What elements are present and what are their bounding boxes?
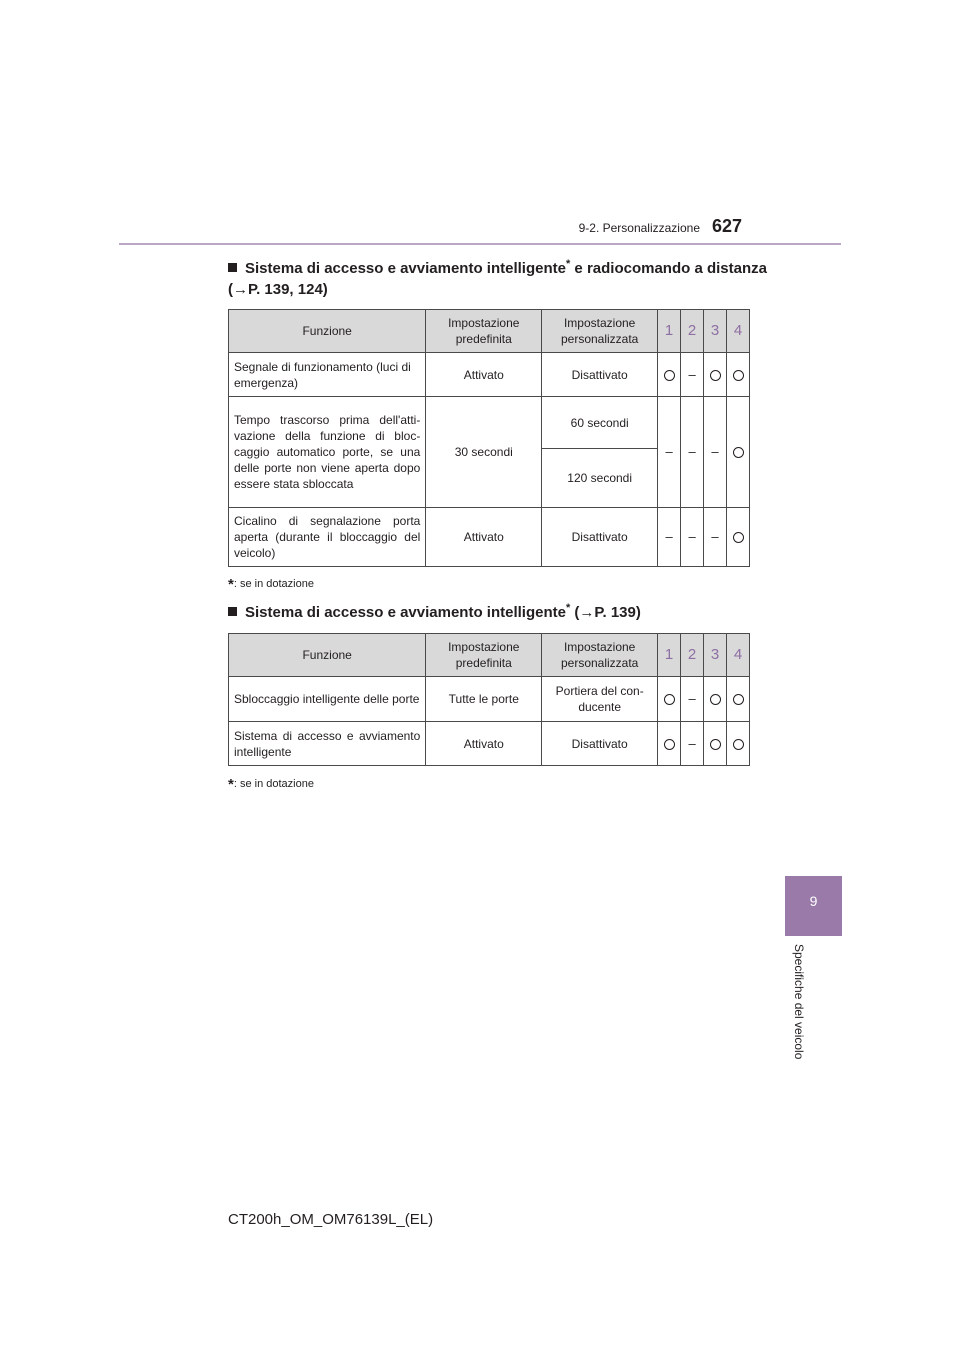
mark-2: – bbox=[681, 397, 704, 508]
header-funzione: Funzione bbox=[229, 634, 426, 677]
cell-funzione: Sistema di accesso e avviamento intelligente bbox=[229, 722, 426, 766]
mark-2: – bbox=[681, 722, 704, 766]
cell-funzione: Segnale di funzionamento (luci di emergenza) bbox=[229, 353, 426, 397]
header-num-1: 1 bbox=[658, 310, 681, 353]
cell-predefinita: Tutte le porte bbox=[426, 677, 542, 722]
mark-3: – bbox=[704, 508, 727, 567]
mark-1: – bbox=[658, 508, 681, 567]
header-personalizzata: Impostazione personalizzata bbox=[542, 634, 658, 677]
header-num-4: 4 bbox=[727, 634, 750, 677]
cell-funzione: Sbloccaggio intelligente delle porte bbox=[229, 677, 426, 722]
square-bullet-icon bbox=[228, 263, 237, 272]
header-num-1: 1 bbox=[658, 634, 681, 677]
mark-4 bbox=[727, 508, 750, 567]
footnote-1: *: se in dotazione bbox=[228, 576, 314, 593]
header-title: 9-2. Personalizzazione bbox=[578, 221, 700, 235]
header-num-3: 3 bbox=[704, 310, 727, 353]
mark-4 bbox=[727, 722, 750, 766]
cell-personalizzata: Disattivato bbox=[542, 508, 658, 567]
customization-table-1 bbox=[228, 309, 750, 567]
circle-mark-icon bbox=[733, 532, 744, 543]
mark-3 bbox=[704, 722, 727, 766]
header-num-3: 3 bbox=[704, 634, 727, 677]
header-rule bbox=[119, 243, 841, 245]
table-row bbox=[229, 722, 750, 766]
customization-table-2 bbox=[228, 633, 750, 766]
circle-mark-icon bbox=[733, 739, 744, 750]
cell-personalizzata-b: 120 secondi bbox=[542, 449, 658, 508]
chapter-label: Specifiche del veicolo bbox=[792, 944, 806, 1060]
cell-personalizzata: Portiera del conducente bbox=[542, 677, 658, 722]
circle-mark-icon bbox=[710, 739, 721, 750]
table-row bbox=[229, 508, 750, 567]
mark-2: – bbox=[681, 508, 704, 567]
cell-personalizzata-a: 60 secondi bbox=[542, 397, 658, 449]
circle-mark-icon bbox=[733, 694, 744, 705]
mark-3 bbox=[704, 353, 727, 397]
cell-personalizzata: Disattivato bbox=[542, 353, 658, 397]
table-header-row bbox=[229, 310, 750, 353]
section-title-2: Sistema di accesso e avviamento intelligente* (→P. 139) bbox=[228, 598, 641, 623]
page-number: 627 bbox=[712, 216, 743, 236]
table-row bbox=[229, 353, 750, 397]
mark-3 bbox=[704, 677, 727, 722]
header-predefinita: Impostazione predefinita bbox=[426, 310, 542, 353]
mark-2: – bbox=[681, 677, 704, 722]
circle-mark-icon bbox=[664, 694, 675, 705]
mark-1 bbox=[658, 722, 681, 766]
circle-mark-icon bbox=[710, 370, 721, 381]
mark-1 bbox=[658, 353, 681, 397]
cell-predefinita: Attivato bbox=[426, 722, 542, 766]
table-header-row bbox=[229, 634, 750, 677]
cell-predefinita: Attivato bbox=[426, 353, 542, 397]
mark-1: – bbox=[658, 397, 681, 508]
mark-2: – bbox=[681, 353, 704, 397]
cell-personalizzata: Disattivato bbox=[542, 722, 658, 766]
header-num-2: 2 bbox=[681, 634, 704, 677]
circle-mark-icon bbox=[664, 739, 675, 750]
circle-mark-icon bbox=[664, 370, 675, 381]
header-funzione: Funzione bbox=[229, 310, 426, 353]
mark-4 bbox=[727, 353, 750, 397]
mark-1 bbox=[658, 677, 681, 722]
circle-mark-icon bbox=[733, 447, 744, 458]
cell-funzione: Tempo trascorso prima dell'attivazione della funzione di bloccaggio automatico porte, se una delle porte non viene aperta dopo essere stata sbloccata bbox=[229, 397, 426, 508]
cell-funzione: Cicalino di segnalazione porta aperta (durante il bloccaggio del veicolo) bbox=[229, 508, 426, 567]
square-bullet-icon bbox=[228, 607, 237, 616]
section-title-1: Sistema di accesso e avviamento intelligente* e radiocomando a distanza (→P. 139, 124) bbox=[228, 258, 767, 298]
header-predefinita: Impostazione predefinita bbox=[426, 634, 542, 677]
circle-mark-icon bbox=[710, 694, 721, 705]
mark-4 bbox=[727, 677, 750, 722]
cell-predefinita: Attivato bbox=[426, 508, 542, 567]
document-code: CT200h_OM_OM76139L_(EL) bbox=[228, 1211, 434, 1228]
cell-predefinita: 30 secondi bbox=[426, 397, 542, 508]
header-num-2: 2 bbox=[681, 310, 704, 353]
table-row bbox=[229, 677, 750, 722]
mark-3: – bbox=[704, 397, 727, 508]
footnote-2: *: se in dotazione bbox=[228, 776, 314, 793]
header-num-4: 4 bbox=[727, 310, 750, 353]
chapter-tab: 9 bbox=[785, 876, 842, 936]
section-ref-1: (→P. 139, 124) bbox=[228, 281, 328, 298]
mark-4 bbox=[727, 397, 750, 508]
header-personalizzata: Impostazione personalizzata bbox=[542, 310, 658, 353]
circle-mark-icon bbox=[733, 370, 744, 381]
table-row bbox=[229, 397, 750, 449]
